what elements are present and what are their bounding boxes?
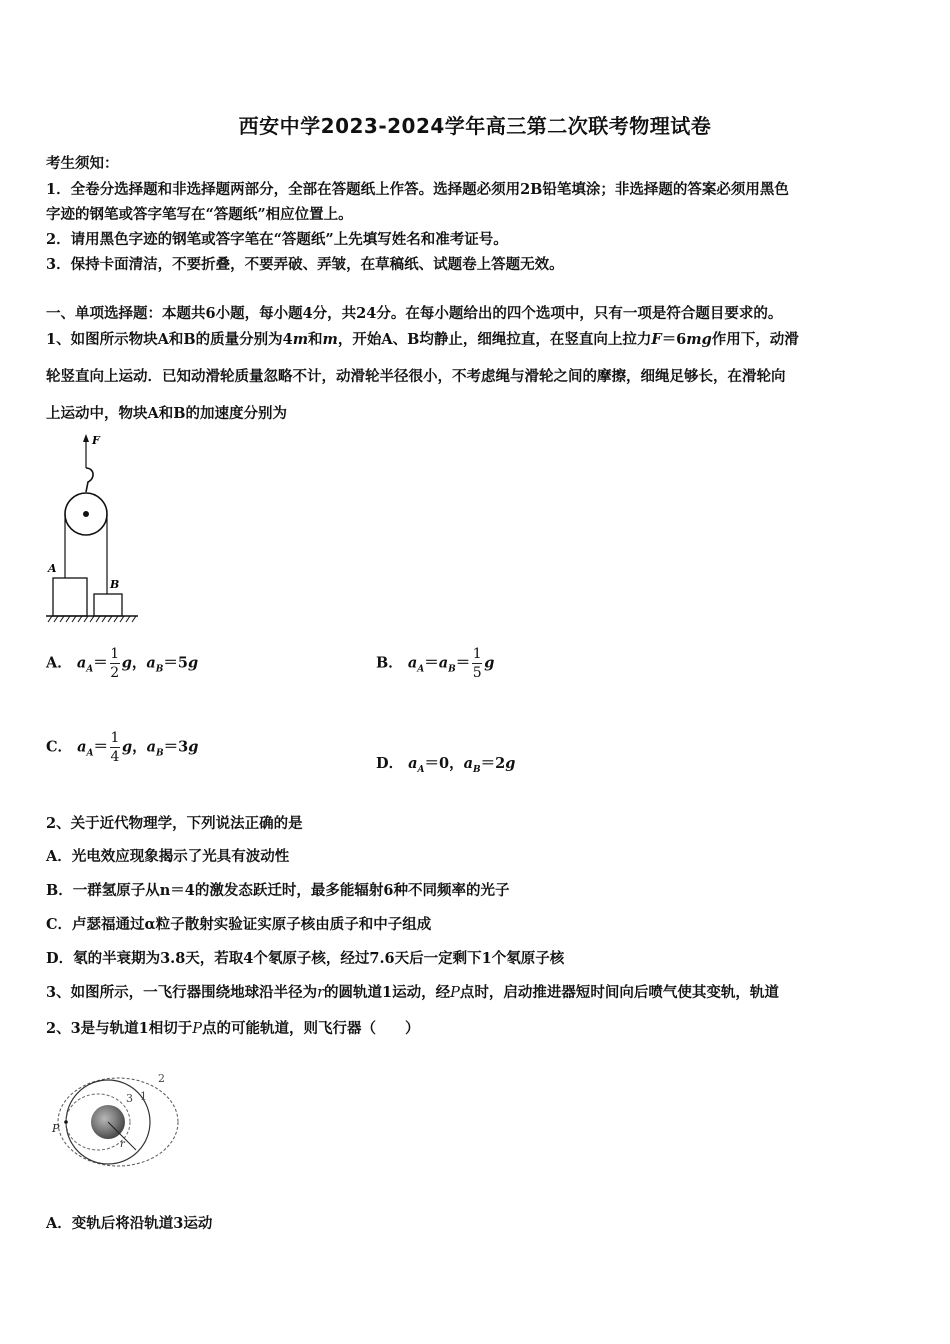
notice-item-1-cont: 字迹的钢笔或答字笔写在“答题纸”相应位置上。	[46, 206, 353, 223]
q3-var-r: r	[317, 985, 325, 1001]
var-a: a	[463, 755, 474, 772]
block-B-label: B	[110, 578, 120, 591]
equals: ＝	[93, 654, 108, 672]
option-letter: C．	[46, 738, 73, 756]
q1-text: ，开始A、B均静止，细绳拉直，在竖直向上拉力	[337, 331, 652, 348]
point-P	[64, 1120, 68, 1124]
q2-stem: 2、关于近代物理学，下列说法正确的是	[46, 815, 303, 832]
q2-option-D[interactable]: D．氡的半衰期为3.8天，若取4个氡原子核，经过7.6天后一定剩下1个氡原子核	[46, 950, 565, 967]
q1-stem-line-1	[46, 328, 799, 349]
subscript: A	[86, 664, 94, 675]
separator: ，	[132, 738, 147, 756]
q2-option-C[interactable]: C．卢瑟福通过α粒子散射实验证实原子核由质子和中子组成	[46, 916, 432, 933]
subscript: B	[155, 664, 164, 675]
orbit-2-label: 2	[158, 1072, 165, 1085]
fraction-denominator: 5	[472, 665, 482, 681]
q1-text: 作用下，动滑	[711, 331, 799, 348]
q3-text: 点时，启动推进器短时间向后喷气使其变轨，轨道	[459, 984, 779, 1001]
fraction	[110, 646, 120, 681]
var-a: a	[146, 654, 156, 672]
subscript: A	[86, 748, 94, 759]
pulley-hub	[83, 511, 89, 517]
equals: ＝	[93, 738, 108, 756]
q1-var-m: m	[292, 331, 309, 348]
option-letter: A．	[46, 654, 72, 672]
var-a: a	[146, 738, 157, 756]
var-a: a	[407, 654, 418, 672]
notice-item-1: 1．全卷分选择题和非选择题两部分，全部在答题纸上作答。选择题必须用2B铅笔填涂；非选择题的答案必须用黑色	[46, 181, 789, 198]
subscript: A	[417, 764, 425, 775]
value: ＝0，	[424, 755, 464, 772]
notice-item-3: 3．保持卡面清洁，不要折叠，不要弄破、弄皱，在草稿纸、试题卷上答题无效。	[46, 256, 564, 273]
orbit-1-label: 1	[140, 1090, 147, 1103]
q1-text: 1、如图所示物块A和B的质量分别为4	[46, 331, 293, 348]
q3-text: 3、如图所示，一飞行器围绕地球沿半径为	[46, 984, 318, 1001]
var-a: a	[438, 654, 449, 672]
block-B	[94, 594, 122, 616]
var-a: a	[76, 654, 87, 672]
q1-text: ＝6	[661, 331, 687, 348]
q1-option-A[interactable]	[46, 646, 198, 681]
page-title: 西安中学2023-2024学年高三第二次联考物理试卷	[238, 114, 712, 138]
fraction-denominator: 2	[110, 665, 120, 681]
var-a: a	[77, 738, 87, 756]
equals: ＝	[424, 654, 439, 672]
q3-text: 的圆轨道1运动，经	[324, 984, 451, 1001]
fraction	[472, 646, 482, 681]
q1-var-m: m	[322, 331, 338, 348]
q3-stem-line-2	[46, 1017, 420, 1038]
q2-option-A[interactable]: A．光电效应现象揭示了光具有波动性	[46, 848, 290, 865]
q3-stem-line-1	[46, 981, 779, 1002]
subscript: B	[448, 664, 456, 675]
q1-var-mg: mg	[686, 331, 712, 348]
var-a: a	[408, 755, 418, 772]
pulley-figure	[42, 432, 142, 628]
ground-hatch	[48, 616, 136, 622]
subscript: B	[156, 748, 164, 759]
block-A-label: A	[48, 562, 57, 575]
notice-heading: 考生须知：	[46, 155, 119, 172]
q1-stem-line-3: 上运动中，物块A和B的加速度分别为	[46, 405, 288, 422]
fraction-denominator: 4	[110, 749, 120, 765]
hook	[86, 468, 93, 492]
value: ＝5	[163, 654, 188, 672]
force-label: F	[92, 434, 100, 447]
var-g: g	[121, 654, 132, 672]
q3-option-A[interactable]: A．变轨后将沿轨道3运动	[46, 1215, 213, 1232]
subscript: B	[473, 764, 481, 775]
equals: ＝	[455, 654, 471, 672]
value: ＝2	[480, 755, 506, 772]
q1-var-F: F	[651, 331, 662, 348]
separator: ，	[131, 654, 147, 672]
q3-text: 2、3是与轨道1相切于	[46, 1020, 193, 1037]
q3-var-P: P	[450, 985, 460, 1001]
q3-text: 点的可能轨道，则飞行器（ ）	[202, 1020, 420, 1037]
var-g: g	[188, 738, 199, 756]
value: ＝3	[163, 738, 189, 756]
q1-option-C[interactable]	[46, 730, 198, 765]
q1-text: 和	[308, 331, 323, 348]
block-A	[53, 578, 87, 616]
var-g: g	[187, 654, 199, 672]
q1-stem-line-2: 轮竖直向上运动．已知动滑轮质量忽略不计，动滑轮半径很小，不考虑绳与滑轮之间的摩擦，细绳足够长，在滑轮向	[46, 368, 786, 385]
q1-option-B[interactable]	[376, 646, 494, 681]
subscript: A	[417, 664, 425, 675]
fraction-numerator: 1	[110, 646, 120, 662]
orbit-figure	[46, 1066, 186, 1178]
q2-option-B[interactable]: B．一群氢原子从n＝4的激发态跃迁时，最多能辐射6种不同频率的光子	[46, 882, 510, 899]
option-letter: B．	[376, 654, 403, 672]
option-letter: D．	[376, 755, 404, 772]
notice-item-2: 2．请用黑色字迹的钢笔或答字笔在“答题纸”上先填写姓名和准考证号。	[46, 231, 508, 248]
var-g: g	[484, 654, 495, 672]
fraction	[110, 730, 120, 765]
q1-option-D[interactable]	[376, 752, 515, 775]
q3-var-P: P	[192, 1021, 203, 1037]
radius-label: r	[120, 1139, 125, 1150]
var-g: g	[122, 738, 133, 756]
orbit-3-label: 3	[126, 1092, 133, 1105]
force-arrowhead	[83, 434, 89, 442]
fraction-numerator: 1	[472, 646, 482, 662]
var-g: g	[505, 755, 516, 772]
point-P-label: P	[52, 1122, 60, 1135]
fraction-numerator: 1	[110, 730, 120, 746]
section-1-heading: 一、单项选择题：本题共6小题，每小题4分，共24分。在每小题给出的四个选项中，只有一项是符合题目要求的。	[46, 305, 783, 322]
